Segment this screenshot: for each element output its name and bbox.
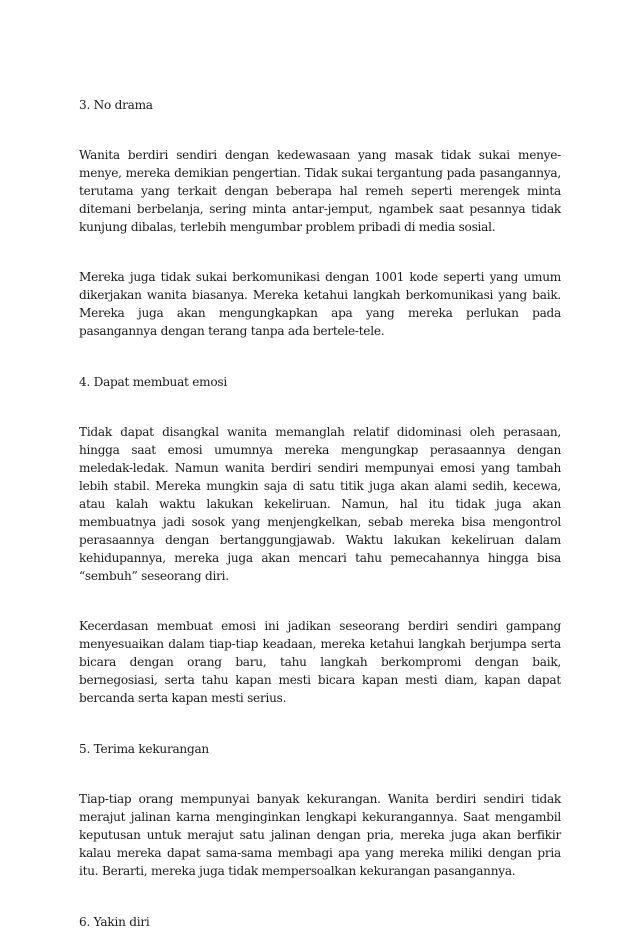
paragraph: Kecerdasan membuat emosi ini jadikan seseorang berdiri sendiri gampang menyesuaikan dalam tiap-tiap keadaan, mereka ketahui langkah berjumpa serta bicara dengan orang baru, tahu langkah berkompromi dengan baik, bernegosiasi, serta tahu kapan mesti bicara kapan mesti diam, kapan dapat bercanda serta kapan mesti serius.: [79, 619, 561, 705]
section-heading-no-drama: 3. No drama: [79, 98, 153, 112]
section-heading-terima-kekurangan: 5. Terima kekurangan: [79, 742, 209, 756]
section-heading-dapat-membuat-emosi: 4. Dapat membuat emosi: [79, 375, 227, 389]
paragraph: Tiap-tiap orang mempunyai banyak kekurangan. Wanita berdiri sendiri tidak merajut jalinan karna menginginkan lengkapi kekurangannya. Saat mengambil keputusan untuk merajut satu jalinan dengan pria, mereka juga akan berfikir kalau mereka dapat sama-sama membagi apa yang mereka miliki dengan pria itu. Berarti, mereka juga tidak mempersoalkan kekurangan pasangannya.: [79, 792, 561, 878]
paragraph: Tidak dapat disangkal wanita memanglah relatif didominasi oleh perasaan, hingga saat emosi umumnya mereka mengungkap perasaannya dengan meledak-ledak. Namun wanita berdiri sendiri mempunyai emosi yang tambah lebih stabil. Mereka mungkin saja di satu titik juga akan alami sedih, kecewa, atau kalah waktu lakukan kekeliruan. Namun, hal itu tidak juga akan membuatnya jadi sosok yang menjengkelkan, sebab mereka bisa mengontrol perasaannya dengan bertanggungjawab. Waktu lakukan kekeliruan dalam kehidupannya, mereka juga akan mencari tahu pemecahannya hingga bisa “sembuh” seseorang diri.: [79, 425, 561, 583]
section-heading-yakin-diri: 6. Yakin diri: [79, 915, 150, 929]
paragraph: Mereka juga tidak sukai berkomunikasi dengan 1001 kode seperti yang umum dikerjakan wanita biasanya. Mereka ketahui langkah berkomunikasi yang baik. Mereka juga akan mengungkapkan apa yang mereka perlukan pada pasangannya dengan terang tanpa ada bertele-tele.: [79, 270, 561, 338]
document-page: [79, 96, 561, 931]
paragraph: Wanita berdiri sendiri dengan kedewasaan yang masak tidak sukai menye-menye, mereka demikian pengertian. Tidak sukai tergantung pada pasangannya, terutama yang terkait dengan beberapa hal remeh seperti merengek minta ditemani berbelanja, sering minta antar-jemput, ngambek saat pesannya tidak kunjung dibalas, terlebih mengumbar problem pribadi di media sosial.: [79, 148, 561, 234]
